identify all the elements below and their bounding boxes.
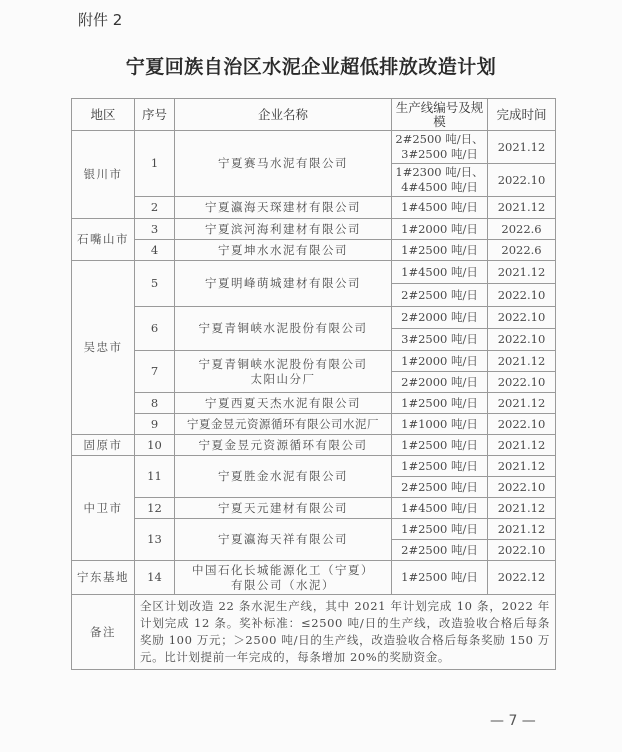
date-cell: 2022.10 (488, 477, 556, 498)
capacity-cell: 1#2500 吨/日 (392, 393, 488, 414)
capacity-cell: 1#2000 吨/日 (392, 219, 488, 240)
capacity-cell: 2#2500 吨/日 (392, 540, 488, 561)
table-row (72, 393, 556, 414)
col-header-date: 完成时间 (488, 99, 556, 131)
capacity-line: 4#4500 吨/日 (401, 180, 478, 194)
date-cell: 2022.10 (488, 284, 556, 307)
region-cell: 中卫市 (72, 456, 135, 561)
date-cell: 2022.12 (488, 561, 556, 595)
document-title: 宁夏回族自治区水泥企业超低排放改造计划 (125, 56, 497, 78)
capacity-cell: 2#2000 吨/日 (392, 372, 488, 393)
capacity-cell: 1#2500 吨/日 (392, 240, 488, 261)
no-cell: 12 (135, 498, 175, 519)
no-cell: 2 (135, 197, 175, 219)
region-cell: 银川市 (72, 131, 135, 219)
capacity-cell: 1#4500 吨/日 (392, 197, 488, 219)
company-cell: 宁夏滨河海利建材有限公司 (175, 219, 392, 240)
attachment-label: 附件 2 (78, 11, 123, 29)
no-cell: 13 (135, 519, 175, 561)
date-cell: 2021.12 (488, 435, 556, 456)
date-cell: 2022.10 (488, 307, 556, 329)
remark-label: 备注 (72, 595, 135, 670)
table-row (72, 456, 556, 477)
region-cell: 固原市 (72, 435, 135, 456)
col-header-capacity: 生产线编号及规模 (392, 99, 488, 131)
capacity-cell: 1#4500 吨/日 (392, 498, 488, 519)
capacity-cell: 2#2000 吨/日 (392, 307, 488, 329)
capacity-line: 2#2500 吨/日、 (395, 132, 484, 146)
capacity-cell: 3#2500 吨/日 (392, 329, 488, 351)
col-header-company: 企业名称 (175, 99, 392, 131)
date-cell: 2022.10 (488, 329, 556, 351)
date-cell: 2021.12 (488, 131, 556, 164)
no-cell: 3 (135, 219, 175, 240)
date-cell: 2021.12 (488, 261, 556, 284)
capacity-cell: 2#2500 吨/日 (392, 477, 488, 498)
no-cell: 1 (135, 131, 175, 197)
region-cell: 吴忠市 (72, 261, 135, 435)
capacity-line: 3#2500 吨/日 (401, 147, 478, 161)
company-cell (175, 351, 392, 393)
date-cell: 2021.12 (488, 393, 556, 414)
table-row (72, 307, 556, 329)
date-cell: 2021.12 (488, 456, 556, 477)
region-cell: 石嘴山市 (72, 219, 135, 261)
company-cell: 宁夏瀛海天祥有限公司 (175, 519, 392, 561)
company-name-line: 宁夏青铜峡水泥股份有限公司 (198, 356, 368, 371)
date-cell: 2021.12 (488, 197, 556, 219)
company-cell (175, 561, 392, 595)
capacity-cell: 1#2500 吨/日 (392, 561, 488, 595)
remark-row (72, 595, 556, 670)
company-name-line: 有限公司（水泥） (231, 577, 335, 592)
company-cell: 宁夏天元建材有限公司 (175, 498, 392, 519)
table-row (72, 219, 556, 240)
capacity-cell: 1#2500 吨/日 (392, 519, 488, 540)
no-cell: 8 (135, 393, 175, 414)
table-row (72, 351, 556, 372)
col-header-region: 地区 (72, 99, 135, 131)
no-cell: 11 (135, 456, 175, 498)
no-cell: 10 (135, 435, 175, 456)
capacity-cell: 2#2500 吨/日 (392, 284, 488, 307)
capacity-cell (392, 164, 488, 197)
date-cell: 2022.10 (488, 164, 556, 197)
capacity-cell: 1#2500 吨/日 (392, 435, 488, 456)
table-header-row (72, 99, 556, 131)
company-name-line: 太阳山分厂 (250, 371, 316, 386)
company-cell: 宁夏瀛海天琛建材有限公司 (175, 197, 392, 219)
date-cell: 2022.6 (488, 219, 556, 240)
no-cell: 4 (135, 240, 175, 261)
date-cell: 2022.10 (488, 372, 556, 393)
plan-table (71, 98, 556, 670)
date-cell: 2021.12 (488, 519, 556, 540)
date-cell: 2022.6 (488, 240, 556, 261)
capacity-cell: 1#4500 吨/日 (392, 261, 488, 284)
capacity-cell: 1#1000 吨/日 (392, 414, 488, 435)
remark-text: 全区计划改造 22 条水泥生产线，其中 2021 年计划完成 10 条，2022 年计划完成 12 条。奖补标准：≤2500 吨/日的生产线，改造验收合格后每条奖励 100 万元；＞2500 吨/日的生产线，改造验收合格后每条奖励 150 万元。比计划提前一年完成的，每条增加 20%的奖励资金。 (135, 595, 556, 670)
date-cell: 2022.10 (488, 540, 556, 561)
company-cell: 宁夏金昱元资源循环有限公司 (175, 435, 392, 456)
page-number: — 7 — (490, 713, 536, 729)
company-cell: 宁夏金昱元资源循环有限公司水泥厂 (175, 414, 392, 435)
table-row (72, 435, 556, 456)
table-row (72, 498, 556, 519)
no-cell: 14 (135, 561, 175, 595)
capacity-cell: 1#2500 吨/日 (392, 456, 488, 477)
table-row (72, 414, 556, 435)
company-cell: 宁夏坤水水泥有限公司 (175, 240, 392, 261)
region-cell: 宁东基地 (72, 561, 135, 595)
capacity-cell (392, 131, 488, 164)
table-row (72, 561, 556, 595)
table-row (72, 197, 556, 219)
company-cell: 宁夏赛马水泥有限公司 (175, 131, 392, 197)
col-header-no: 序号 (135, 99, 175, 131)
company-cell: 宁夏西夏天杰水泥有限公司 (175, 393, 392, 414)
company-cell: 宁夏明峰萌城建材有限公司 (175, 261, 392, 307)
company-name-line: 中国石化长城能源化工（宁夏） (192, 562, 374, 577)
date-cell: 2021.12 (488, 498, 556, 519)
company-cell: 宁夏青铜峡水泥股份有限公司 (175, 307, 392, 351)
no-cell: 7 (135, 351, 175, 393)
company-cell: 宁夏胜金水泥有限公司 (175, 456, 392, 498)
date-cell: 2022.10 (488, 414, 556, 435)
table-row (72, 519, 556, 540)
table-row (72, 131, 556, 164)
table-row (72, 240, 556, 261)
no-cell: 6 (135, 307, 175, 351)
table-row (72, 261, 556, 284)
no-cell: 5 (135, 261, 175, 307)
date-cell: 2021.12 (488, 351, 556, 372)
no-cell: 9 (135, 414, 175, 435)
capacity-line: 1#2300 吨/日、 (395, 165, 484, 179)
capacity-cell: 1#2000 吨/日 (392, 351, 488, 372)
